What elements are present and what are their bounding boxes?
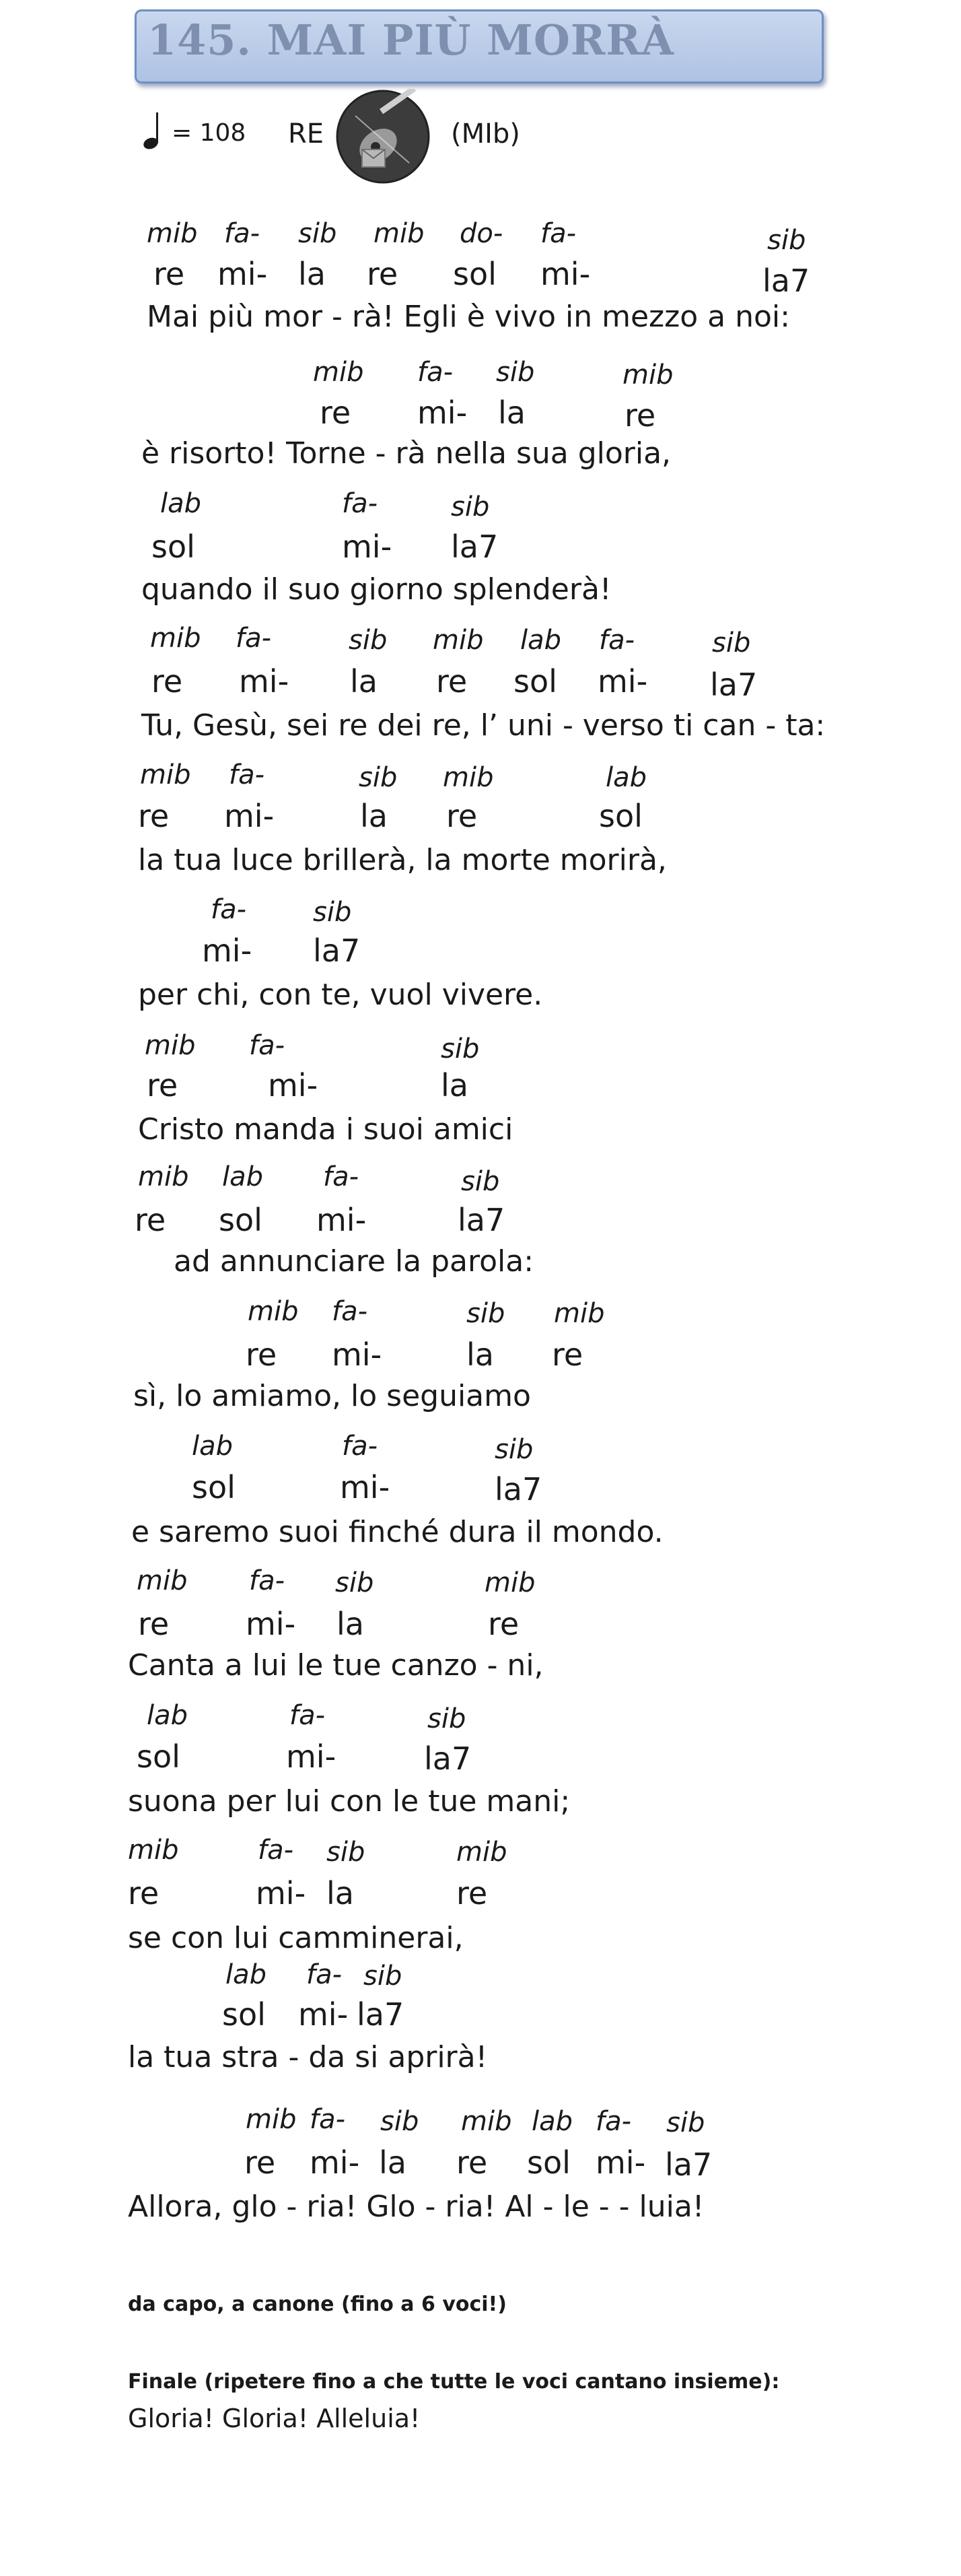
- note: la7: [762, 263, 810, 299]
- note: re: [625, 397, 656, 434]
- lyric: suona per lui con le tue mani;: [128, 1784, 571, 1819]
- chord: lab: [222, 1161, 264, 1192]
- note: la7: [357, 1996, 404, 2033]
- chord: lab: [192, 1431, 234, 1462]
- chord: fa-: [258, 1835, 294, 1866]
- note: mi-: [598, 663, 648, 700]
- chord: sib: [427, 1703, 466, 1734]
- note: re: [151, 663, 183, 700]
- chord: mib: [246, 2104, 297, 2135]
- note: sol: [137, 1738, 180, 1775]
- note: re: [153, 256, 185, 292]
- note: mi-: [340, 1469, 390, 1505]
- note: mi-: [298, 1996, 349, 2033]
- note: sol: [453, 256, 497, 292]
- note: re: [246, 1336, 277, 1373]
- chord: fa-: [236, 623, 272, 654]
- chord: mib: [485, 1567, 536, 1598]
- note: re: [135, 1202, 166, 1238]
- note: la7: [313, 933, 361, 969]
- note: re: [320, 395, 351, 431]
- lyric: sì, lo amiamo, lo seguiamo: [133, 1379, 531, 1413]
- chord: sib: [495, 1434, 534, 1465]
- lyric: Tu, Gesù, sei re dei re, l’ uni - verso ti can - ta:: [141, 708, 826, 743]
- note: sol: [219, 1202, 262, 1238]
- note: la7: [665, 2146, 713, 2183]
- key-label: RE: [288, 118, 324, 149]
- chord: sib: [349, 625, 388, 656]
- chord: fa-: [540, 218, 577, 249]
- chord: mib: [137, 1565, 188, 1596]
- lyric: se con lui camminerai,: [128, 1921, 464, 1955]
- chord: lab: [147, 1700, 188, 1731]
- finale-lyric: Gloria! Gloria! Alleluia!: [128, 2404, 421, 2433]
- chord: fa-: [310, 2104, 346, 2135]
- lyric: Cristo manda i suoi amici: [138, 1112, 513, 1147]
- note: mi-: [268, 1067, 318, 1104]
- note: re: [552, 1336, 583, 1373]
- chord: sib: [326, 1837, 365, 1868]
- note: sol: [151, 529, 195, 565]
- note: re: [128, 1875, 159, 1911]
- note: re: [244, 2144, 276, 2181]
- quarter-note-icon: [141, 111, 168, 151]
- note: re: [436, 663, 468, 700]
- note: la7: [458, 1202, 505, 1238]
- chord: mib: [138, 1161, 189, 1192]
- chord: sib: [380, 2106, 419, 2137]
- chord: fa-: [224, 218, 260, 249]
- note: sol: [192, 1469, 236, 1505]
- chord: mib: [456, 1837, 507, 1868]
- chord: sib: [298, 218, 337, 249]
- tempo-value: = 108: [172, 119, 246, 147]
- chord: mib: [373, 218, 425, 249]
- chord: fa-: [596, 2106, 632, 2137]
- note: mi-: [316, 1202, 367, 1238]
- chord: mib: [140, 759, 191, 790]
- key-alt-label: (MIb): [451, 118, 520, 149]
- note: mi-: [596, 2144, 646, 2181]
- chord: sib: [461, 1166, 500, 1197]
- chord: mib: [554, 1298, 605, 1329]
- note: re: [138, 798, 170, 834]
- chord: mib: [248, 1296, 299, 1327]
- chord: mib: [622, 360, 674, 391]
- chord: mib: [128, 1835, 179, 1866]
- note: sol: [599, 798, 643, 834]
- note: la: [326, 1875, 354, 1911]
- note: mi-: [239, 663, 289, 700]
- title-banner: [135, 9, 824, 83]
- chord: lab: [160, 488, 202, 519]
- note: mi-: [224, 798, 275, 834]
- note: la: [336, 1606, 364, 1642]
- chord: sib: [335, 1567, 374, 1598]
- note: mi-: [417, 395, 468, 431]
- lyric: e saremo suoi finché dura il mondo.: [131, 1515, 664, 1549]
- note: mi-: [286, 1738, 336, 1775]
- lyric: la tua stra - da si aprirà!: [128, 2040, 488, 2074]
- chord: mib: [433, 625, 484, 656]
- chord: do-: [460, 218, 503, 249]
- note: la7: [451, 529, 499, 565]
- note: la: [498, 395, 526, 431]
- chord: fa-: [289, 1700, 326, 1731]
- chord: sib: [451, 492, 490, 522]
- chord: fa-: [249, 1030, 285, 1061]
- chord: sib: [466, 1298, 505, 1329]
- lyric: quando il suo giorno splenderà!: [141, 572, 612, 607]
- lyric: Mai più mor - rà! Egli è vivo in mezzo a noi:: [147, 300, 790, 334]
- note: la7: [424, 1740, 472, 1777]
- chord: fa-: [211, 894, 247, 925]
- chord: fa-: [417, 357, 454, 388]
- chord: lab: [520, 625, 562, 656]
- lyric: per chi, con te, vuol vivere.: [138, 978, 543, 1012]
- chord: sib: [441, 1033, 480, 1064]
- chord: fa-: [332, 1296, 368, 1327]
- note: re: [147, 1067, 178, 1104]
- chord: mib: [150, 623, 201, 654]
- note: re: [456, 1875, 488, 1911]
- chord: sib: [767, 225, 806, 256]
- note: mi-: [332, 1336, 382, 1373]
- note: re: [138, 1606, 170, 1642]
- chord: sib: [359, 762, 398, 793]
- note: sol: [513, 663, 557, 700]
- chord: fa-: [599, 625, 635, 656]
- note: re: [367, 256, 398, 292]
- chord: lab: [606, 762, 647, 793]
- chord: sib: [666, 2107, 705, 2138]
- lyric: Canta a lui le tue canzo - ni,: [128, 1648, 544, 1683]
- page-title: 145. MAI PIÙ MORRÀ: [147, 15, 674, 65]
- chord: lab: [225, 1959, 267, 1990]
- chord: fa-: [249, 1565, 285, 1596]
- note: la: [350, 663, 378, 700]
- note: mi-: [246, 1606, 296, 1642]
- chord: mib: [443, 762, 494, 793]
- chord: fa-: [323, 1161, 359, 1192]
- note: la: [466, 1336, 494, 1373]
- note: re: [488, 1606, 520, 1642]
- note: mi-: [540, 256, 591, 292]
- note: la: [441, 1067, 468, 1104]
- note: la7: [710, 667, 758, 703]
- chord: mib: [313, 357, 364, 388]
- note: la: [298, 256, 326, 292]
- lyric: è risorto! Torne - rà nella sua gloria,: [141, 436, 672, 471]
- note: mi-: [342, 529, 392, 565]
- chord: mib: [145, 1030, 196, 1061]
- note: mi-: [310, 2144, 360, 2181]
- chord: fa-: [229, 759, 265, 790]
- chord: mib: [147, 218, 198, 249]
- note: la: [360, 798, 388, 834]
- chord: sib: [313, 897, 352, 928]
- lyric: ad annunciare la parola:: [174, 1244, 534, 1279]
- chord: mib: [461, 2106, 512, 2137]
- lyric: la tua luce brillerà, la morte morirà,: [138, 843, 667, 877]
- note: la: [379, 2144, 406, 2181]
- chord: fa-: [342, 488, 378, 519]
- chord: sib: [363, 1961, 402, 1992]
- note: sol: [527, 2144, 571, 2181]
- chord: sib: [496, 357, 535, 388]
- note: re: [446, 798, 478, 834]
- note: mi-: [217, 256, 268, 292]
- finale-instruction: Finale (ripetere fino a che tutte le voci cantano insieme):: [128, 2370, 780, 2394]
- note: mi-: [202, 933, 252, 969]
- chord: fa-: [342, 1431, 378, 1462]
- note: la7: [495, 1471, 542, 1507]
- guitar-logo-icon: [335, 89, 431, 184]
- note: mi-: [256, 1875, 306, 1911]
- note: re: [456, 2144, 488, 2181]
- note: sol: [222, 1996, 266, 2033]
- chord: lab: [532, 2106, 573, 2137]
- lyric: Allora, glo - ria! Glo - ria! Al - le - - luia!: [128, 2190, 705, 2224]
- da-capo-note: da capo, a canone (fino a 6 voci!): [128, 2293, 507, 2316]
- chord: fa-: [306, 1959, 343, 1990]
- chord: sib: [712, 628, 751, 658]
